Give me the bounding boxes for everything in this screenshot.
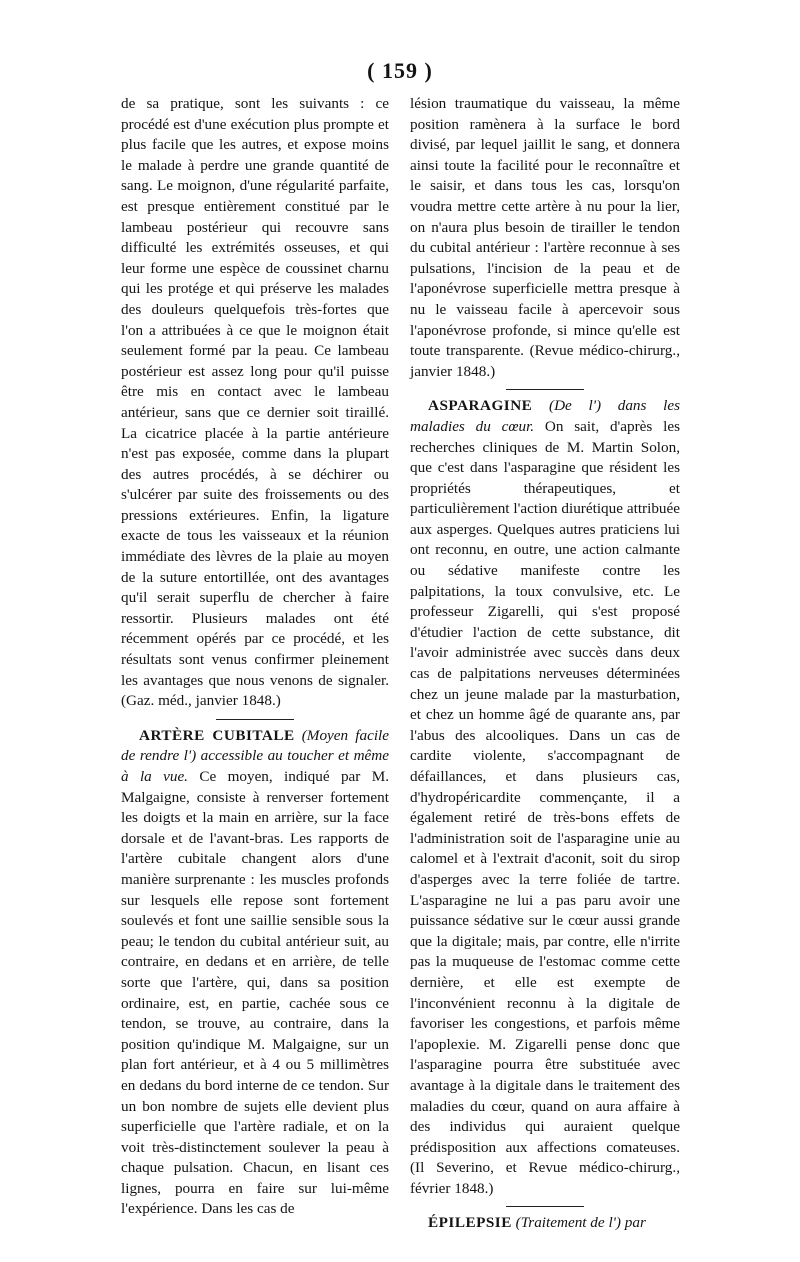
right-column [410,94,680,1234]
article-heading: ÉPILEPSIE [428,1214,512,1232]
article-heading: ASPARAGINE [428,397,533,415]
article-subtitle: (De l') dans les maladies du cœur. [410,397,681,435]
citation: (Il Severino, et Revue médico-chirurg., février 1848.) [410,1159,680,1197]
paragraph [410,94,680,382]
paragraph-text: lésion traumatique du vaisseau, la même position ramènera à la surface le bord divisé, par lequel jaillit le sang, et donnera ainsi toute la facilité pour le reconnaître et le saisir, et dans tous les cas, lorsqu'on voudra mettre cette artère à nu pour la lier, on n'aura plus besoin de tirailler le tendon du cubital antérieur : l'artère reconnue à ses pulsations, l'incision de la peau et de l'aponévrose superficielle mettra presque à nu le vaisseau facile à apercevoir sous l'aponévrose profonde, si mince qu'elle est toute transparente. [410,95,680,360]
article-subtitle: (Traitement de l') par [515,1214,646,1232]
article-body: On sait, d'après les recherches cliniques de M. Martin Solon, que c'est dans l'asparagine que résident les propriétés thérapeutiques, et particulièrement l'action diurétique attribuée aux asperges. Quelques autres praticiens lui ont reconnu, en outre, une action calmante ou sédative manifeste contre les palpitations, la toux convulsive, etc. Le professeur Zigarelli, qui s'est proposé d'étudier l'action de cette substance, dit l'avoir administrée avec succès dans deux cas de palpitations nerveuses déterminées chez un jeune malade par la masturbation, et chez un homme âgé de quarante ans, par l'abus des alcooliques. Dans un cas de cardite violente, s'accompagnant de défaillances, et dans plusieurs cas, d'hydropéricardite commençante, il a également retiré de très-bons effets de l'administration soit de l'asparagine unie au calomel et à l'extrait d'aconit, soit du sirop d'asperges avec la terre foliée de tartre. L'asparagine ne lui a pas paru avoir une puissance sédative sur le cœur aussi grande que la digitale; mais, par contre, elle n'irrite pas la muqueuse de l'estomac comme cette dernière, et elle est exempte de l'inconvénient reconnu à la digitale de favoriser les congestions, et parfois même l'apoplexie. M. Zigarelli pense donc que l'asparagine pourra être substituée avec avantage à la digitale dans le traitement des maladies du cœur, quand on aura affaire à des individus qui auraient quelque prédisposition aux affections comateuses. [410,417,680,1156]
paragraph [121,94,389,712]
page-number: ( 159 ) [367,58,433,83]
article-cubital-artery [121,726,389,1220]
section-divider [506,389,584,390]
article-asparagine [410,396,680,1199]
paragraph-text: de sa pratique, sont les suivants : ce procédé est d'une exécution plus prompte et plus facile que les autres, et expose moins le malade à perdre une grande quantité de sang. Le moignon, d'une régularité parfaite, est presque entièrement constitué par le lambeau postérieur qui recouvre sans difficulté les extrémités osseuses, et qui leur forme une espèce de coussinet charnu qui les protége et qui préserve les malades des douleurs quelquefois très-fortes que l'on a attribuées à ce que le moignon était seulement formé par la peau. Ce lambeau postérieur est assez long pour qu'il puisse être mis en contact avec le lambeau antérieur, sans que ce dernier soit tiraillé. La cicatrice placée à la partie antérieure n'est pas exposée, comme dans la plupart des autres procédés, à se déchirer ou s'ulcérer par suite des froissements ou des pressions extérieures. Enfin, la ligature exacte de tous les vaisseaux et la réunion immédiate des lèvres de la plaie au moyen de la suture entortillée, ont des avantages qu'il serait superflu de chercher à faire ressortir. Plusieurs malades ont été récemment opérés par ce procédé, et les résultats sont venus confirmer pleinement les avantages que nous venons de signaler. [121,95,389,689]
section-divider [506,1206,584,1207]
article-subtitle: (Moyen facile de rendre l') accessible au toucher et même à la vue. [121,726,389,785]
citation: (Gaz. méd., janvier 1848.) [121,692,281,710]
article-epilepsy [410,1213,680,1234]
section-divider [216,719,294,720]
article-heading: ARTÈRE CUBITALE [139,726,295,744]
citation: (Revue médico-chirurg., janvier 1848.) [410,342,680,380]
article-body: Ce moyen, indiqué par M. Malgaigne, consiste à renverser fortement les doigts et la main en arrière, sur la face dorsale et de l'avant-bras. Les rapports de l'artère cubitale changent alors d'une manière surprenante : les muscles profonds sur lesquels elle repose sont fortement soulevés et font une saillie sensible sous la peau; le tendon du cubital antérieur suit, au contraire, en dedans et en arrière, de telle sorte que l'artère, qui, dans sa position ordinaire, est, en partie, cachée sous ce tendon, se trouve, au contraire, dans la position qu'indique M. Malgaigne, sur un plan fort antérieur, et à 4 ou 5 millimètres en dedans du bord interne de ce tendon. Sur un bon nombre de sujets elle devient plus superficielle que l'artère radiale, et on la voit très-distinctement soulever la peau à chaque pulsation. Chacun, en lisant ces lignes, pourra en faire sur lui-même l'expérience. Dans les cas de [121,768,389,1218]
left-column [121,94,389,1220]
